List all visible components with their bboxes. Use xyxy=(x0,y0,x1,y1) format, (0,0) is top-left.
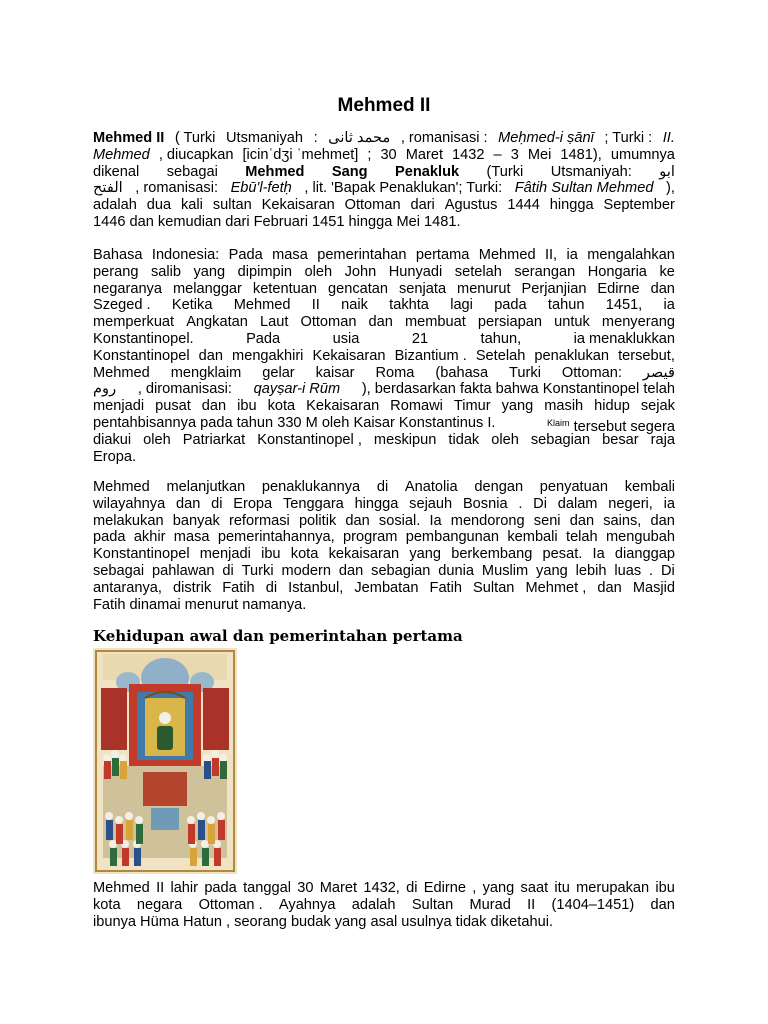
text-line: Konstantinopel. Pada usia 21 tahun, ia menaklukkan xyxy=(93,330,675,347)
page-title: Mehmed II xyxy=(337,95,431,116)
text-line: sebagai pahlawan di Turki modern dan sebagian dunia Muslim yang lebih luas . Di xyxy=(93,562,675,579)
text-line: روم , diromanisasi: qayṣar-i Rūm ), berdasarkan fakta bahwa Konstantinopel telah xyxy=(93,381,675,398)
text-line: Mehmed II ( Turki Utsmaniyah : محمد ثانی , romanisasi : Meḥmed-i ṣānī ; Turki : II. xyxy=(93,130,675,146)
text-line: dikenal sebagai Mehmed Sang Penakluk (Turki Utsmaniyah: ابو xyxy=(93,163,675,180)
first-reign-paragraph xyxy=(93,247,675,465)
text-line: melakukan banyak reformasi politik dan sosial. Ia mendorong seni dan sains, dan xyxy=(93,512,675,529)
text-line: wilayahnya dan di Eropa Tenggara hingga sejauh Bosnia . Di dalam negeri, ia xyxy=(93,495,675,512)
ottoman-miniature-image xyxy=(93,648,237,874)
text-line: Bahasa Indonesia: Pada masa pemerintahan pertama Mehmed II, ia mengalahkan xyxy=(93,247,675,263)
text-line: Mehmed melanjutkan penaklukannya di Anatolia dengan penyatuan kembali xyxy=(93,479,675,495)
conquests-paragraph xyxy=(93,479,675,613)
text-line: 1446 dan kemudian dari Februari 1451 hingga Mei 1481. xyxy=(93,213,461,230)
text-line: diakui oleh Patriarkat Konstantinopel , meskipun tidak oleh sebagian besar raja xyxy=(93,431,675,448)
text-line: memperkuat Angkatan Laut Ottoman dan membuat persiapan untuk menyerang xyxy=(93,314,675,331)
text-line: Konstantinopel menjadi ibu kota kekaisaran yang berkembang pesat. Ia dianggap xyxy=(93,546,675,563)
intro-paragraph xyxy=(93,130,675,231)
text-line: Mehmed II lahir pada tanggal 30 Maret 1432, di Edirne , yang saat itu merupakan ibu xyxy=(93,880,675,896)
text-line: perang salib yang dipimpin oleh John Hunyadi setelah serangan Hongaria ke xyxy=(93,263,675,280)
text-line: Eropa. xyxy=(93,448,136,465)
text-line: Szeged . Ketika Mehmed II naik takhta lagi pada tahun 1451, ia xyxy=(93,297,675,314)
text-line: pentahbisannya pada tahun 330 M oleh Kaisar Konstantinus I. $^{Klaim}$ tersebut segera xyxy=(93,414,675,435)
text-line: pada akhir masa pemerintahannya, program pembangunan kembali telah mengubah xyxy=(93,529,675,546)
section-heading: Kehidupan awal dan pemerintahan pertama xyxy=(93,627,463,645)
text-line: antaranya, distrik Fatih di Istanbul, Jembatan Fatih Sultan Mehmet , dan Masjid xyxy=(93,579,675,596)
superscript-note: Klaim xyxy=(547,417,570,428)
text-line: Mehmed mengklaim gelar kaisar Roma (bahasa Turki Ottoman: قیصر xyxy=(93,364,675,381)
text-line: adalah dua kali sultan Kekaisaran Ottoman dari Agustus 1444 hingga September xyxy=(93,197,675,214)
early-life-paragraph xyxy=(93,880,675,930)
text-line: kota negara Ottoman . Ayahnya adalah Sultan Murad II (1404–1451) dan xyxy=(93,896,675,913)
text-line: Fatih dinamai menurut namanya. xyxy=(93,596,307,613)
text-line: negaranya melanggar ketentuan gencatan senjata menurut Perjanjian Edirne dan xyxy=(93,280,675,297)
text-line: الفتح , romanisasi: Ebū'l-fetḥ , lit. 'Bapak Penaklukan'; Turki: Fâtih Sultan Mehmed ), xyxy=(93,180,675,197)
text-line: ibunya Hüma Hatun , seorang budak yang asal usulnya tidak diketahui. xyxy=(93,913,553,930)
text-line: Konstantinopel dan mengakhiri Kekaisaran Bizantium . Setelah penaklukan tersebut, xyxy=(93,347,675,364)
text-line: Mehmed , diucapkan [icinˈdʒi ˈmehmet] ; 30 Maret 1432 – 3 Mei 1481), umumnya xyxy=(93,146,675,163)
text-line: menjadi pusat dan ibu kota Kekaisaran Romawi Timur yang masih hidup sejak xyxy=(93,398,675,415)
